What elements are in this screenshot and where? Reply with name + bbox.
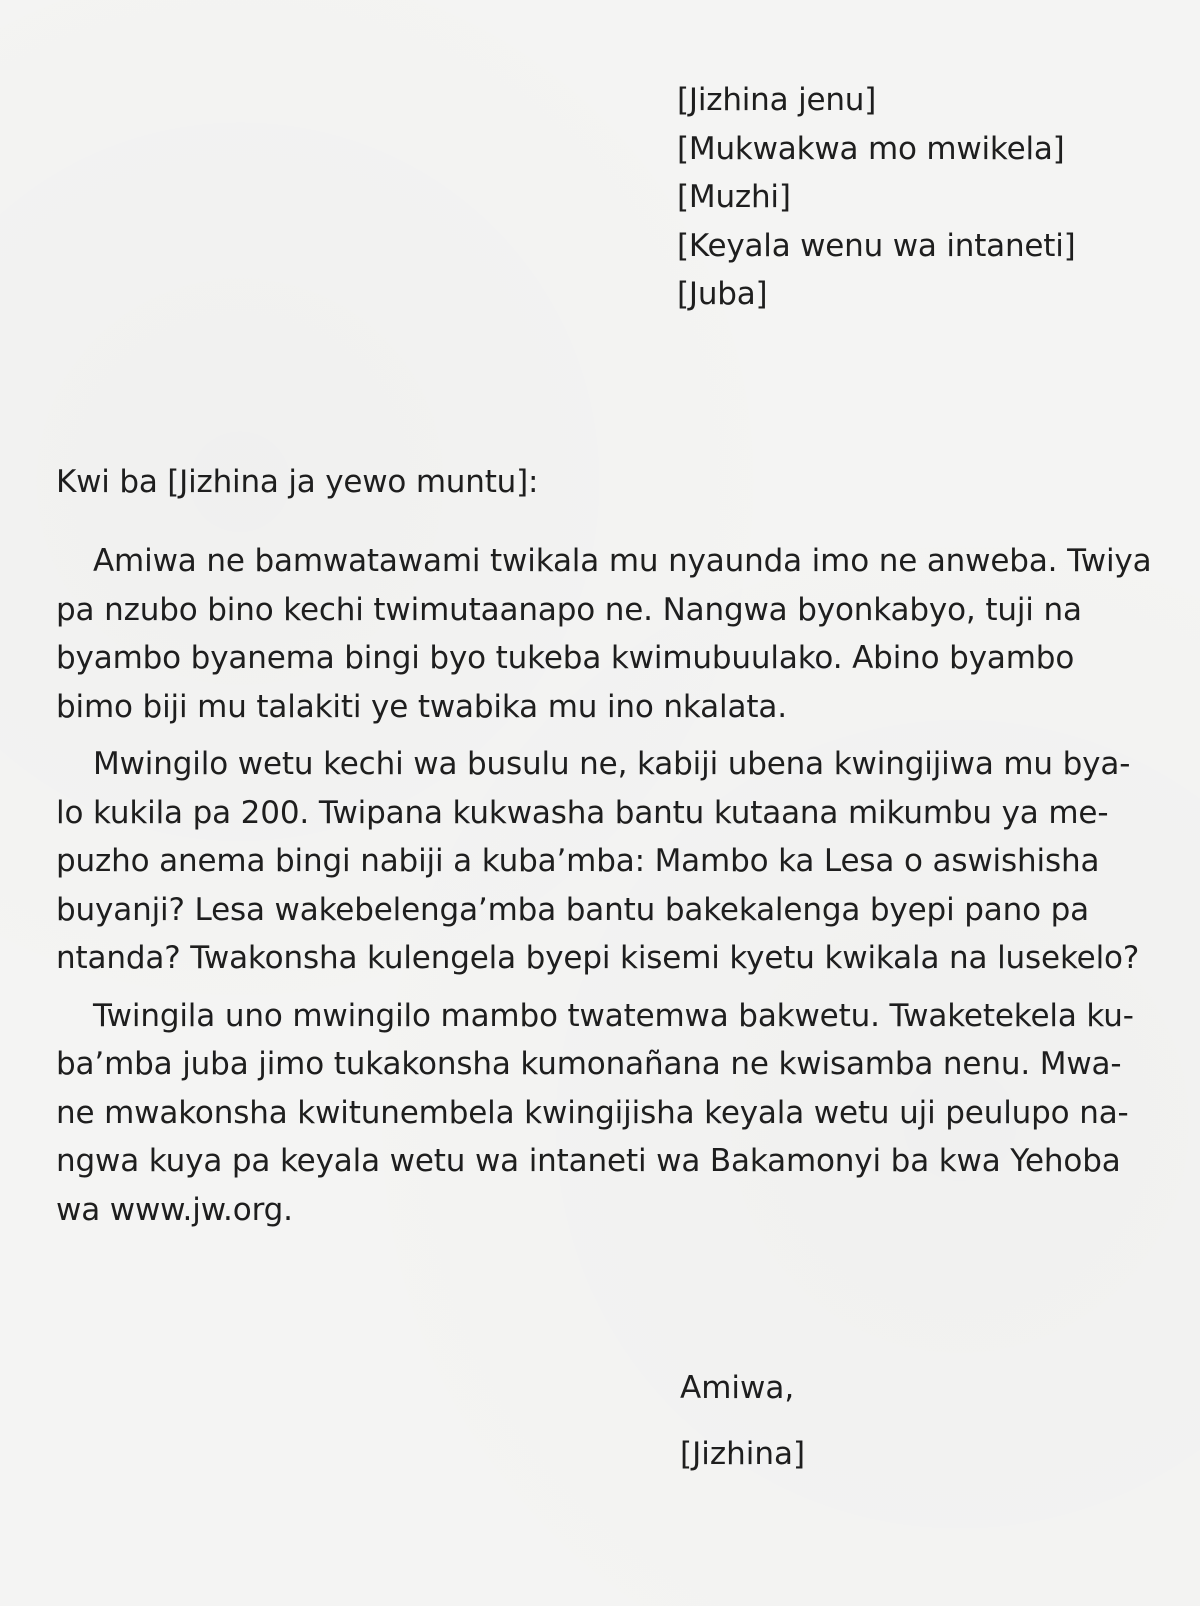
text-line: Twingila uno mwingilo mambo twatemwa bakwetu. Twaketekela ku- — [93, 997, 1134, 1034]
text-line: bimo biji mu talakiti ye twabika mu ino nkalata. — [56, 688, 787, 725]
text-line: ngwa kuya pa keyala wetu wa intaneti wa Bakamonyi ba kwa Yehoba — [56, 1143, 1121, 1179]
text-line: buyanji? Lesa wakebelenga’mba bantu bakekalenga byepi pano pa — [56, 891, 1089, 928]
text-line: Mwingilo wetu kechi wa busulu ne, kabiji ubena kwingijiwa mu bya- — [93, 746, 1131, 782]
letter-body — [56, 537, 1150, 1243]
closing-block — [680, 1364, 805, 1478]
sender-city: [Muzhi] — [677, 179, 791, 215]
sender-website: [Keyala wenu wa intaneti] — [677, 227, 1076, 264]
letter-date: [Juba] — [677, 276, 768, 312]
text-line: ntanda? Twakonsha kulengela byepi kisemi kyetu kwikala na lusekelo? — [56, 940, 1140, 976]
text-line: pa nzubo bino kechi twimutaanapo ne. Nangwa byonkabyo, tuji na — [56, 591, 1082, 628]
sender-name: [Jizhina jenu] — [677, 82, 877, 118]
salutation: Kwi ba [Jizhina ja yewo muntu]: — [56, 464, 539, 500]
paragraph-1 — [56, 537, 1150, 731]
closing-word: Amiwa, — [680, 1370, 795, 1406]
text-line: byambo byanema bingi byo tukeba kwimubuulako. Abino byambo — [56, 640, 1075, 676]
sender-street: [Mukwakwa mo mwikela] — [677, 130, 1065, 167]
signature-name: [Jizhina] — [680, 1436, 806, 1472]
text-line: wa www.jw.org. — [56, 1191, 293, 1228]
paragraph-3 — [56, 992, 1150, 1235]
text-line: Amiwa ne bamwatawami twikala mu nyaunda imo ne anweba. Twiya — [93, 543, 1152, 579]
text-line: ba’mba juba jimo tukakonsha kumonañana ne kwisamba nenu. Mwa- — [56, 1046, 1122, 1082]
text-line: ne mwakonsha kwitunembela kwingijisha keyala wetu uji peulupo na- — [56, 1094, 1129, 1131]
paragraph-2 — [56, 740, 1150, 983]
text-line: lo kukila pa 200. Twipana kukwasha bantu kutaana mikumbu ya me- — [56, 794, 1109, 831]
text-line: puzho anema bingi nabiji a kuba’mba: Mambo ka Lesa o aswishisha — [56, 843, 1100, 879]
sender-address-block — [677, 76, 1177, 319]
